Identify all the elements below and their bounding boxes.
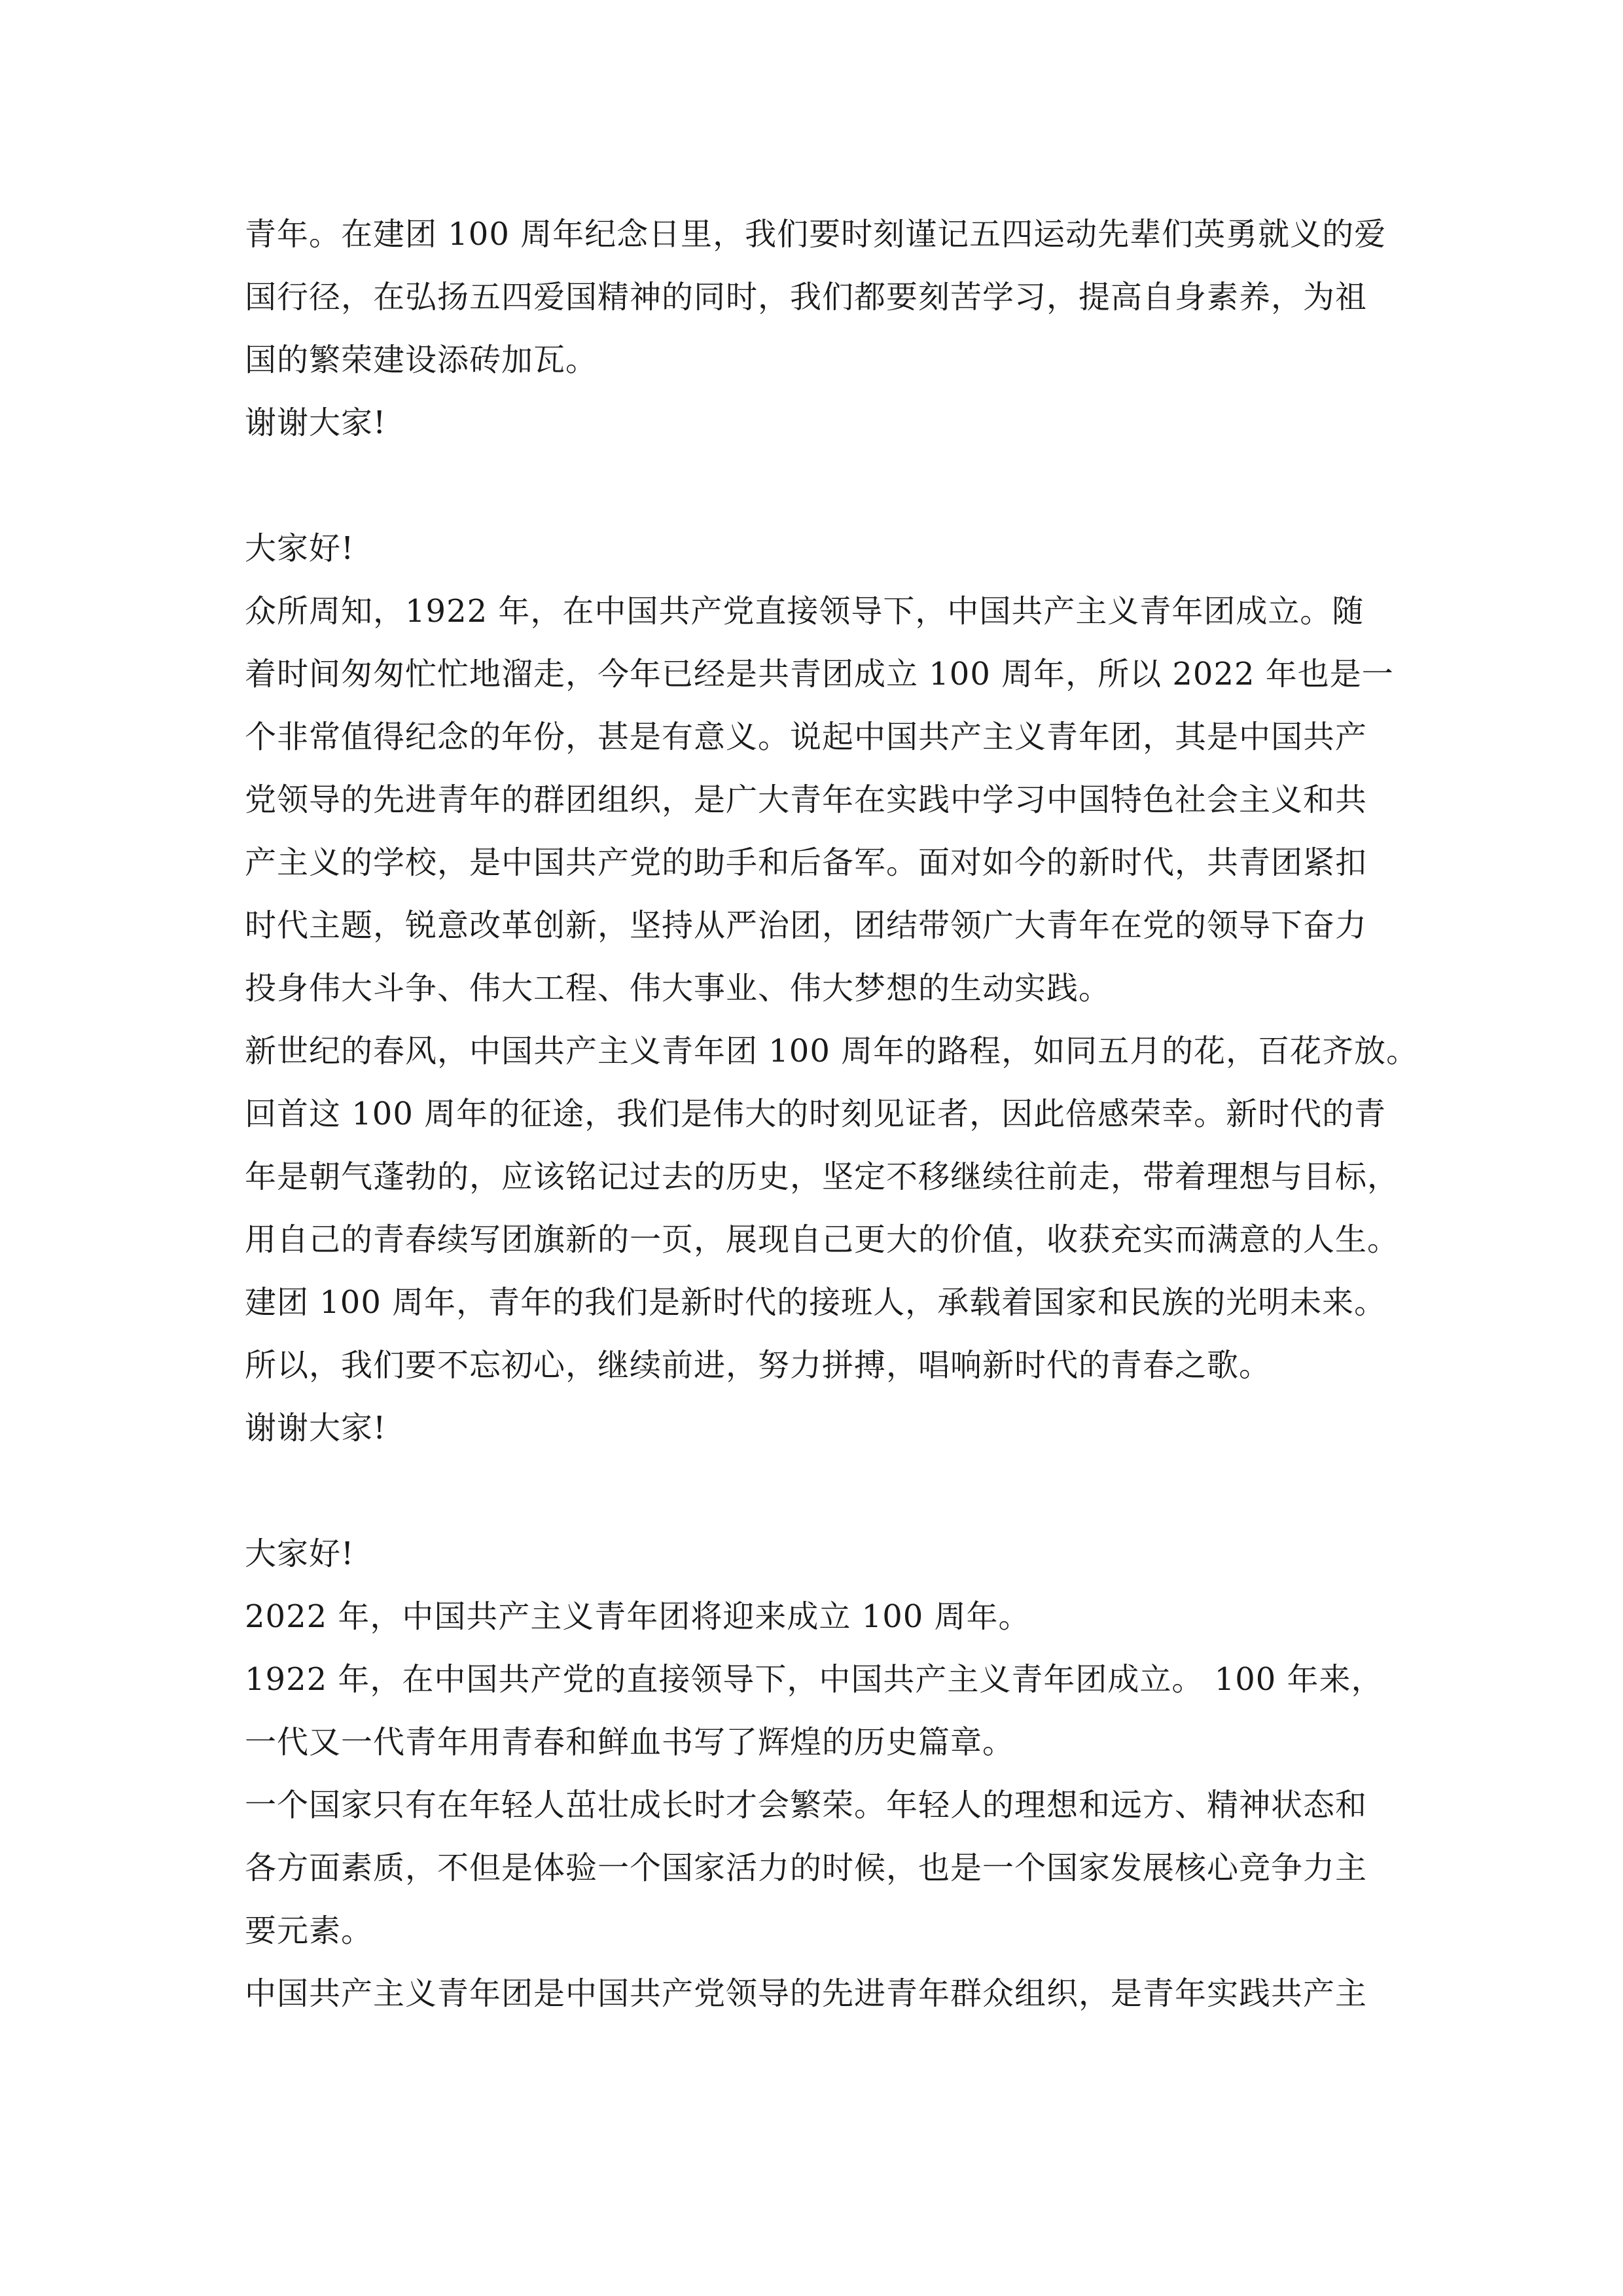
paragraph-line: 1922 年，在中国共产党的直接领导下，中国共产主义青年团成立。 100 年来， xyxy=(245,1661,1383,1698)
greeting-line: 大家好! xyxy=(245,1535,355,1572)
paragraph-line: 回首这 100 周年的征途，我们是伟大的时刻见证者，因此倍感荣幸。新时代的青 xyxy=(245,1096,1387,1132)
closing-line: 谢谢大家! xyxy=(245,404,387,441)
paragraph-line: 新世纪的春风，中国共产主义青年团 100 周年的路程，如同五月的花，百花齐放。 xyxy=(245,1033,1419,1069)
section-spacer xyxy=(245,1460,1397,1522)
paragraph-line: 国的繁荣建设添砖加瓦。 xyxy=(245,342,598,378)
paragraph-line: 一代又一代青年用青春和鲜血书写了辉煌的历史篇章。 xyxy=(245,1724,1015,1761)
closing-line: 谢谢大家! xyxy=(245,1410,387,1446)
paragraph-line: 所以，我们要不忘初心，继续前进，努力拼搏，唱响新时代的青春之歌。 xyxy=(245,1347,1272,1384)
section-3 xyxy=(245,1522,1397,2025)
paragraph-line: 时代主题，锐意改革创新，坚持从严治团，团结带领广大青年在党的领导下奋力 xyxy=(245,907,1368,944)
paragraph-line: 众所周知，1922 年，在中国共产党直接领导下，中国共产主义青年团成立。随 xyxy=(245,593,1364,630)
section-2 xyxy=(245,517,1419,1460)
paragraph-line: 产主义的学校，是中国共产党的助手和后备军。面对如今的新时代，共青团紧扣 xyxy=(245,844,1368,881)
paragraph-line: 国行径，在弘扬五四爱国精神的同时，我们都要刻苦学习，提高自身素养，为祖 xyxy=(245,279,1368,315)
paragraph-line: 着时间匆匆忙忙地溜走，今年已经是共青团成立 100 周年，所以 2022 年也是一 xyxy=(245,656,1394,692)
paragraph-line: 各方面素质，不但是体验一个国家活力的时候，也是一个国家发展核心竞争力主 xyxy=(245,1850,1368,1886)
paragraph-line: 投身伟大斗争、伟大工程、伟大事业、伟大梦想的生动实践。 xyxy=(245,970,1111,1007)
paragraph-line: 青年。在建团 100 周年纪念日里，我们要时刻谨记五四运动先辈们英勇就义的爱 xyxy=(245,216,1387,253)
paragraph-line: 用自己的青春续写团旗新的一页，展现自己更大的价值，收获充实而满意的人生。 xyxy=(245,1221,1400,1258)
paragraph-line: 要元素。 xyxy=(245,1912,374,1949)
paragraph-line: 一个国家只有在年轻人茁壮成长时才会繁荣。年轻人的理想和远方、精神状态和 xyxy=(245,1787,1368,1823)
document-page xyxy=(245,203,1419,2025)
paragraph-line: 建团 100 周年，青年的我们是新时代的接班人，承载着国家和民族的光明未来。 xyxy=(245,1284,1387,1321)
paragraph-line: 党领导的先进青年的群团组织，是广大青年在实践中学习中国特色社会主义和共 xyxy=(245,781,1368,818)
paragraph-line: 2022 年，中国共产主义青年团将迎来成立 100 周年。 xyxy=(245,1598,1031,1635)
section-1 xyxy=(245,203,1397,454)
greeting-line: 大家好! xyxy=(245,530,355,567)
paragraph-line: 个非常值得纪念的年份，甚是有意义。说起中国共产主义青年团，其是中国共产 xyxy=(245,719,1368,755)
paragraph-line: 中国共产主义青年团是中国共产党领导的先进青年群众组织，是青年实践共产主 xyxy=(245,1975,1368,2012)
paragraph-line: 年是朝气蓬勃的，应该铭记过去的历史，坚定不移继续往前走，带着理想与目标， xyxy=(245,1158,1400,1195)
section-spacer xyxy=(245,454,1397,517)
